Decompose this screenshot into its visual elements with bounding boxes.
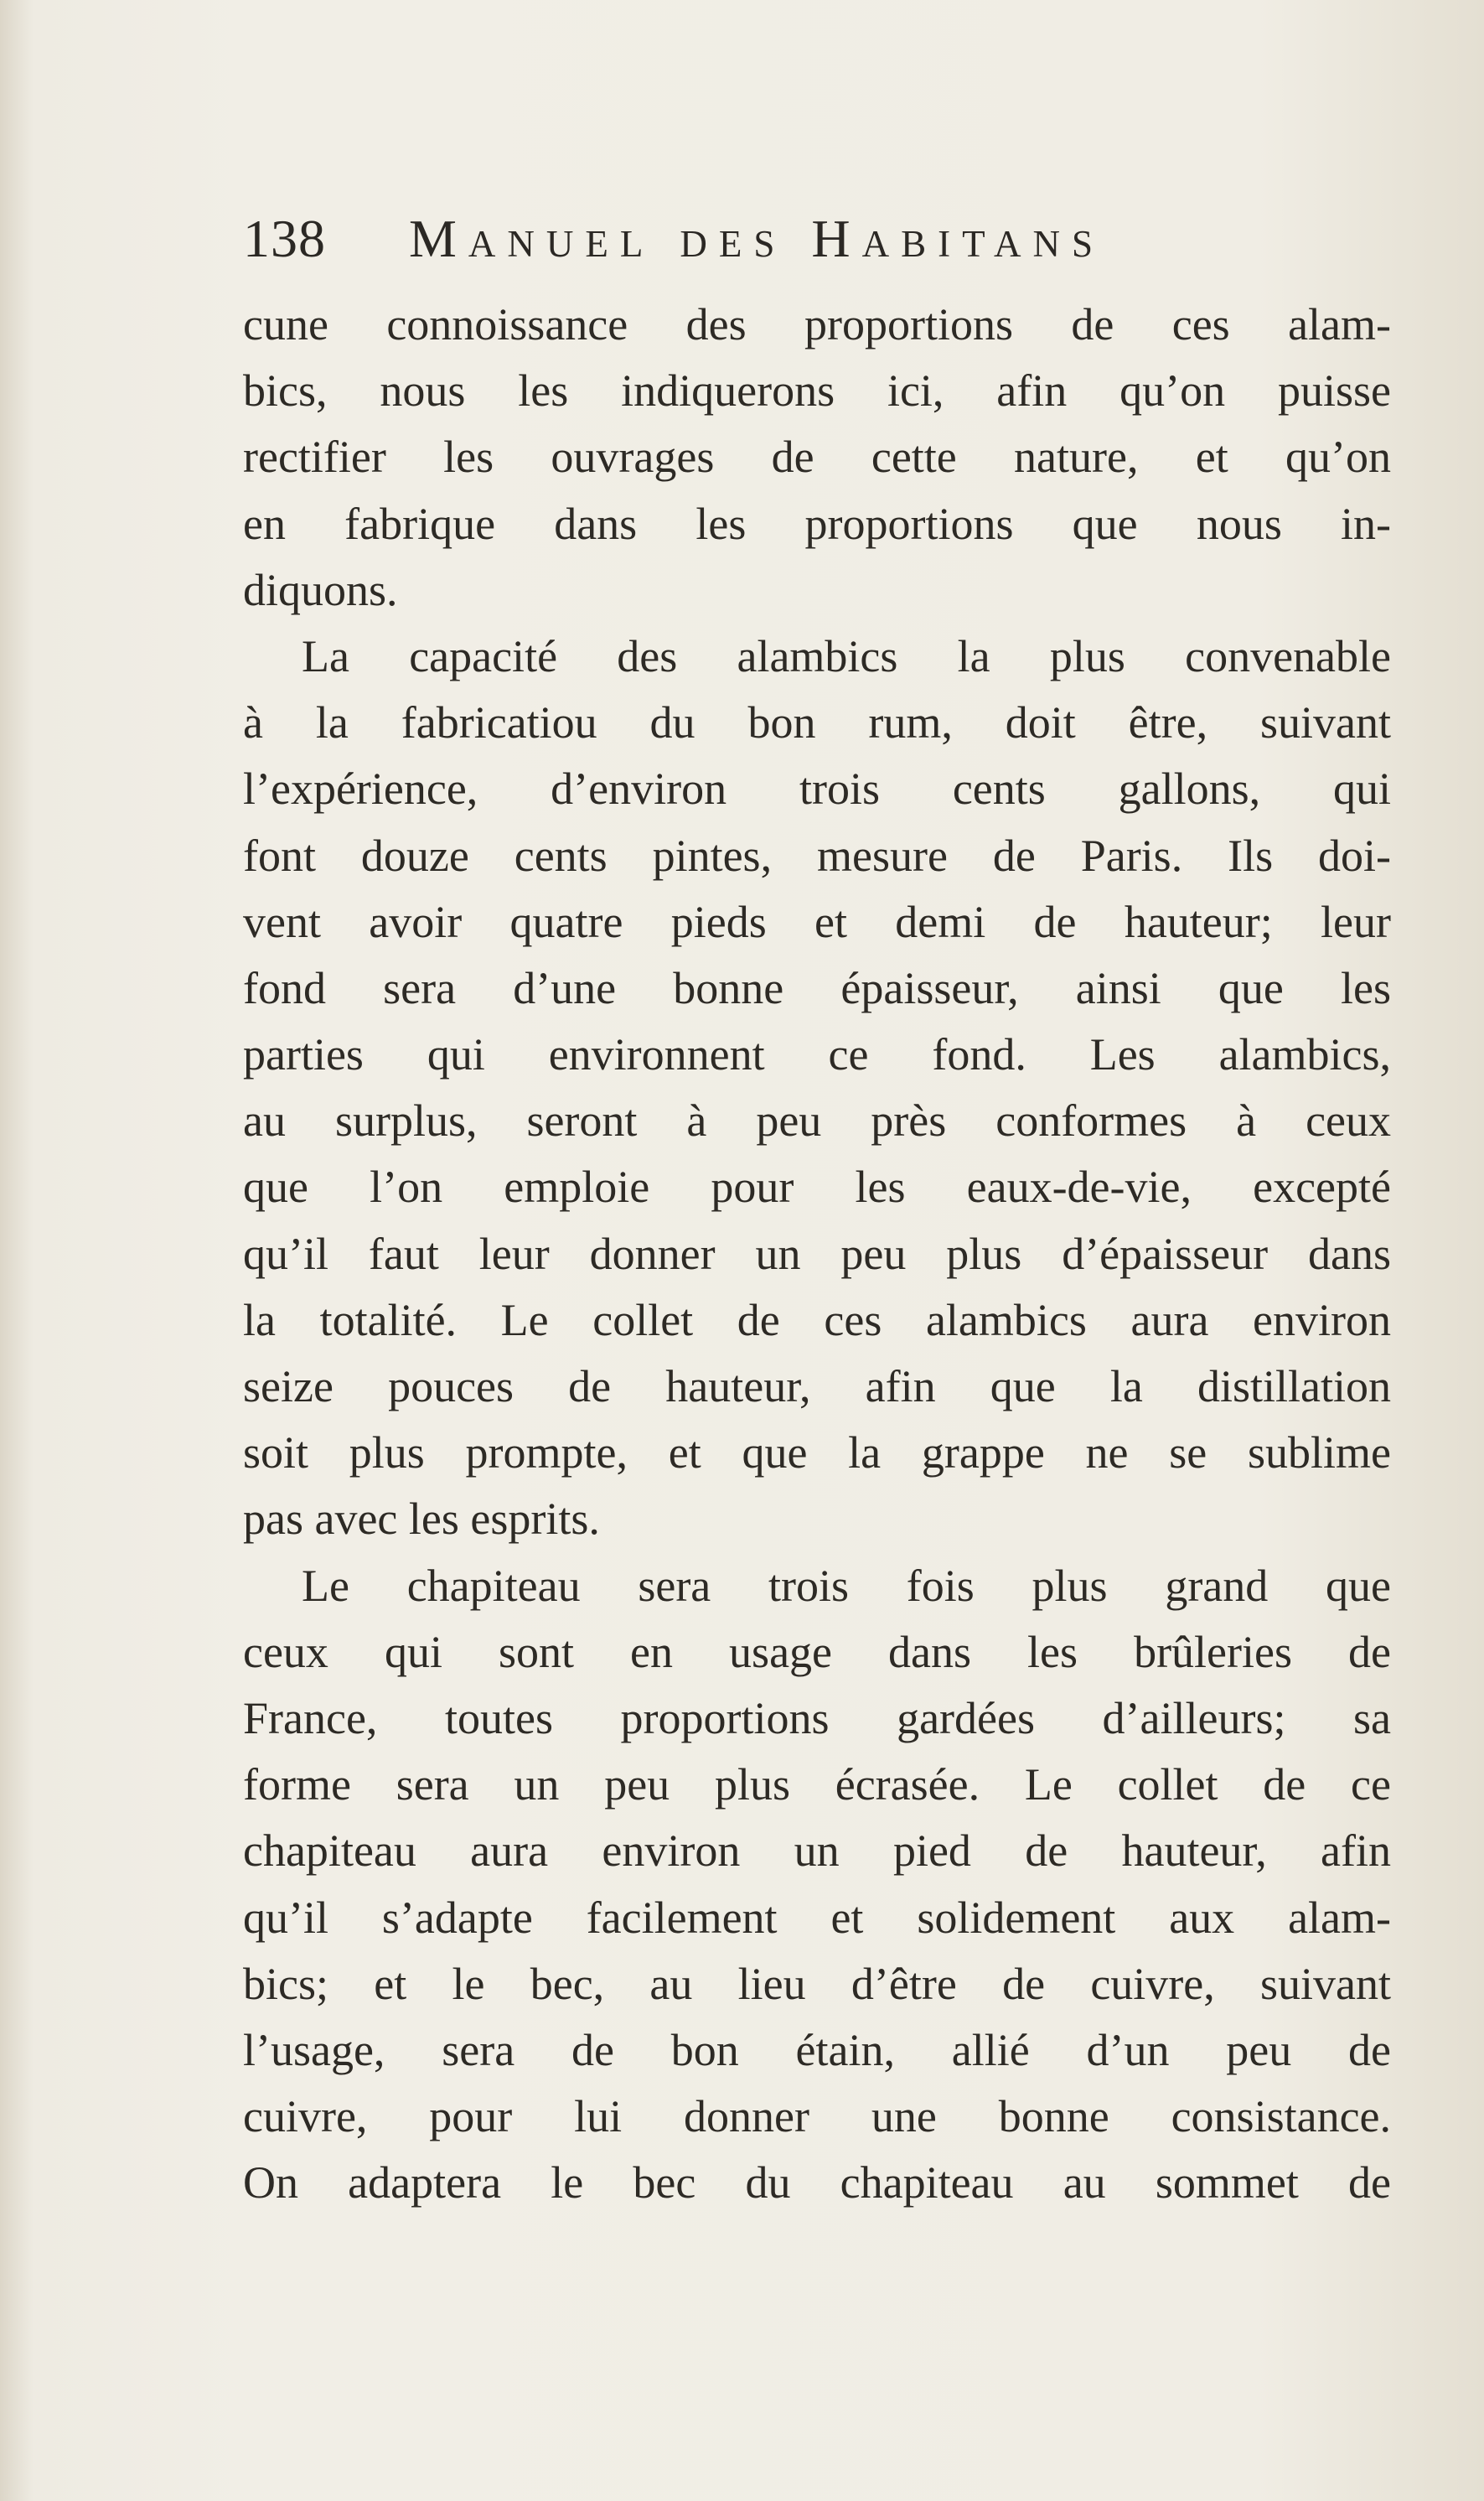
text-line: On adaptera le bec du chapiteau au sommet de	[243, 2157, 1391, 2208]
text-line: bics, nous les indiquerons ici, afin qu’on puisse	[243, 365, 1391, 417]
text-line: à la fabricatiou du bon rum, doit être, suivant	[243, 697, 1391, 748]
text-line: font douze cents pintes, mesure de Paris. Ils doi-	[243, 830, 1391, 881]
text-line: forme sera un peu plus écrasée. Le collet de ce	[243, 1759, 1391, 1810]
text-line: en fabrique dans les proportions que nous in-	[243, 498, 1391, 549]
text-line: l’usage, sera de bon étain, allié d’un peu de	[243, 2024, 1391, 2075]
text-line: soit plus prompte, et que la grappe ne se sublime	[243, 1427, 1391, 1478]
text-line: qu’il faut leur donner un peu plus d’épaisseur dans	[243, 1228, 1391, 1279]
text-line: la totalité. Le collet de ces alambics aura environ	[243, 1294, 1391, 1345]
page-header	[243, 201, 1408, 277]
text-line: rectifier les ouvrages de cette nature, et qu’on	[243, 432, 1391, 483]
running-title: Manuel des Habitans	[409, 209, 1105, 268]
text-line: France, toutes proportions gardées d’ailleurs; sa	[243, 1692, 1391, 1743]
text-line: fond sera d’une bonne épaisseur, ainsi que les	[243, 962, 1391, 1013]
text-line: cuivre, pour lui donner une bonne consistance.	[243, 2091, 1391, 2142]
text-line: vent avoir quatre pieds et demi de hauteur; leur	[243, 896, 1391, 947]
text-line: chapiteau aura environ un pied de hauteur, afin	[243, 1825, 1391, 1877]
text-line: diquons.	[243, 564, 398, 615]
text-line: que l’on emploie pour les eaux-de-vie, excepté	[243, 1162, 1391, 1213]
text-line: l’expérience, d’environ trois cents gallons, qui	[243, 764, 1391, 815]
text-line: Le chapiteau sera trois fois plus grand que	[302, 1560, 1391, 1611]
page-number: 138	[243, 209, 326, 268]
text-line: parties qui environnent ce fond. Les alambics,	[243, 1029, 1391, 1080]
body-text	[243, 292, 1391, 2216]
text-line: cune connoissance des proportions de ces alam-	[243, 299, 1391, 350]
text-line: La capacité des alambics la plus convenable	[302, 630, 1391, 681]
text-line: pas avec les esprits.	[243, 1494, 600, 1545]
text-line: bics; et le bec, au lieu d’être de cuivre, suivant	[243, 1958, 1391, 2009]
text-line: ceux qui sont en usage dans les brûleries de	[243, 1626, 1391, 1677]
text-line: seize pouces de hauteur, afin que la distillation	[243, 1361, 1391, 1411]
text-line: qu’il s’adapte facilement et solidement aux alam-	[243, 1892, 1391, 1943]
text-line: au surplus, seront à peu près conformes à ceux	[243, 1095, 1391, 1147]
